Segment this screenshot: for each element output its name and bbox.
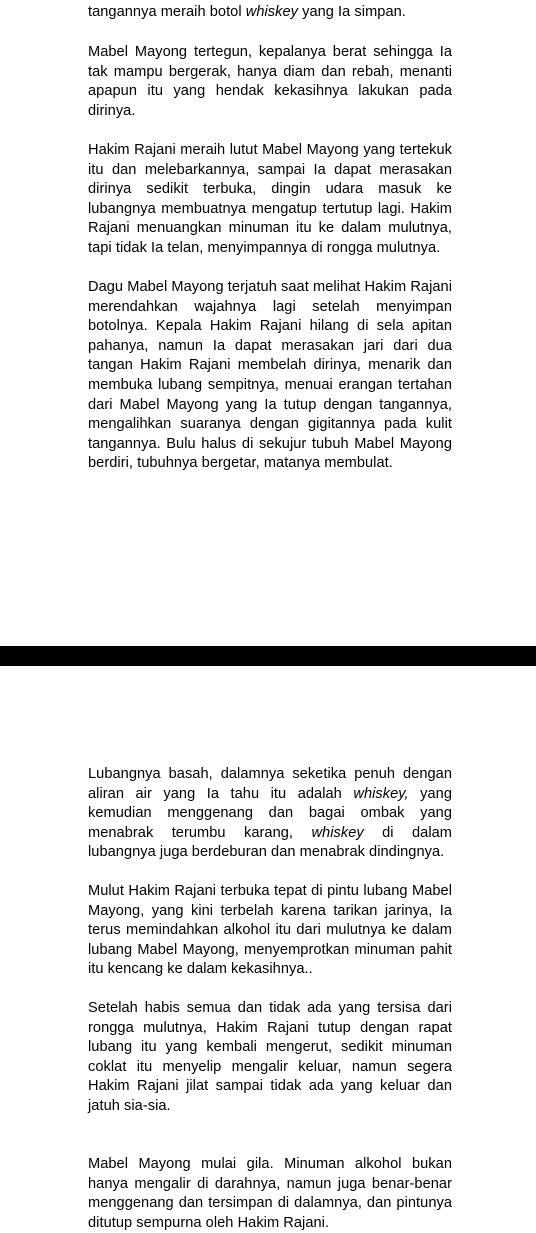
cut-off-line <box>88 0 452 3</box>
fragment-text: tangannya meraih botol <box>88 3 246 20</box>
paragraph: Mabel Mayong mulai gila. Minuman alkohol bukan hanya mengalir di darahnya, namun juga benar-benar menggenang dan tersimpan di dalamnya, dan pintunya ditutup sempurna oleh Hakim Rajani. <box>88 1156 452 1231</box>
paragraph: Mabel Mayong tertegun, kepalanya berat sehingga Ia tak mampu bergerak, hanya diam dan rebah, menanti apapun itu yang hendak kekasihnya lakukan pada dirinya. <box>88 44 452 119</box>
paragraph: Hakim Rajani meraih lutut Mabel Mayong yang tertekuk itu dan melebarkannya, sampai Ia dapat merasakan dirinya sedikit terbuka, dingin udara masuk ke lubangnya membuatnya mengatup tertutup lagi. Hakim Rajani menuangkan minuman itu ke dalam mulutnya, tapi tidak Ia telan, menyimpannya di rongga mulutnya. <box>88 142 452 256</box>
paragraph: Mulut Hakim Rajani terbuka tepat di pintu lubang Mabel Mayong, yang kini terbelah karena tarikan jarinya, Ia terus memindahkan alkohol itu dari mulutnya ke dalam lubang Mabel Mayong, menyemprotkan minuman pahit itu kencang ke dalam kekasihnya.. <box>88 883 452 978</box>
page-divider <box>0 646 536 666</box>
paragraph: Dagu Mabel Mayong terjatuh saat melihat Hakim Rajani merendahkan wajahnya lagi setelah menyimpan botolnya. Kepala Hakim Rajani hilang di sela apitan pahanya, namun Ia dapat merasakan jari dari dua tangan Hakim Rajani membelah dirinya, menarik dan membuka lubang sempitnya, menuai erangan tertahan dari Mabel Mayong yang Ia tutup dengan tangannya, mengalihkan suaranya dengan gigitannya pada kulit tangannya. Bulu halus di sekujur tubuh Mabel Mayong berdiri, tubuhnya bergetar, matanya membulat. <box>88 279 452 472</box>
document-page-bottom <box>0 666 536 1231</box>
italic-word: whiskey <box>245 3 298 20</box>
paragraph-text: yang kemudian menggenang dan bagai ombak yang menabrak terumbu karang, <box>88 785 452 841</box>
paragraph <box>88 765 452 863</box>
paragraph: Setelah habis semua dan tidak ada yang tersisa dari rongga mulutnya, Hakim Rajani tutup dengan rapat lubang itu yang kembali mengerut, sedikit minuman coklat itu menyelip mengalir keluar, namun segera Hakim Rajani jilat sampai tidak ada yang keluar dan jatuh sia-sia. <box>88 1000 452 1114</box>
paragraph-text: di dalam lubangnya juga berdeburan dan menabrak dindingnya. <box>88 824 452 861</box>
italic-word: whiskey, <box>353 785 409 802</box>
italic-word: whiskey <box>311 824 364 841</box>
fragment-text-end: yang Ia simpan. <box>298 3 406 20</box>
paragraph-fragment-top <box>88 0 452 22</box>
paragraph-text: Lubangnya basah, dalamnya seketika penuh dengan aliran air yang Ia tahu itu adalah <box>88 766 452 802</box>
